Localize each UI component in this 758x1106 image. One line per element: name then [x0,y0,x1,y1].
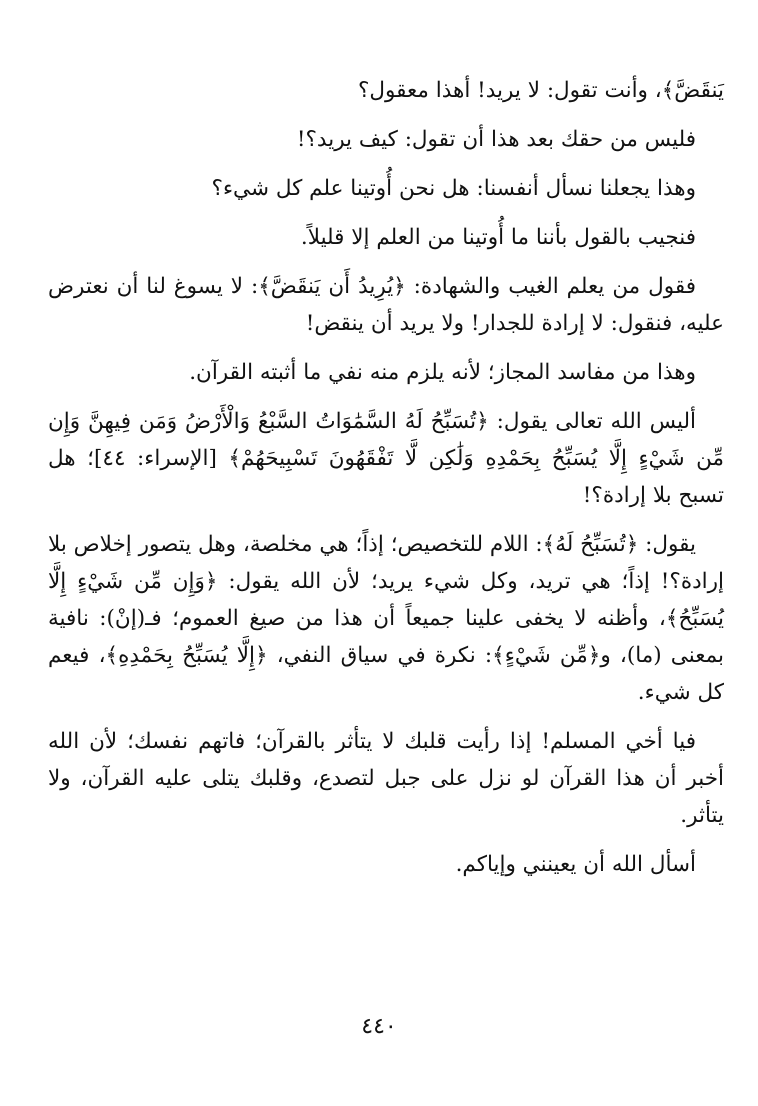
page-body [48,72,724,895]
paragraph-3: وهذا يجعلنا نسأل أنفسنا: هل نحن أُوتينا علم كل شيء؟ [211,176,696,201]
paragraph-4: فنجيب بالقول بأننا ما أُوتينا من العلم إلا قليلاً. [300,225,696,250]
paragraph-7: أليس الله تعالى يقول: ﴿تُسَبِّحُ لَهُ السَّمَٰوَاتُ السَّبْعُ وَالْأَرْضُ وَمَن فِيهِنَّ وَإِن مِّن شَيْءٍ إِلَّا يُسَبِّحُ بِحَمْدِهِ وَلَٰكِن لَّا تَفْقَهُونَ تَسْبِيحَهُمْ﴾ [الإسراء: ٤٤]؛ هل تسبح بلا إرادة؟! [48,409,725,508]
paragraph-1: يَنقَضَّ﴾، وأنت تقول: لا يريد! أهذا معقول؟ [357,78,724,103]
paragraph-10: أسأل الله أن يعينني وإياكم. [455,852,696,877]
paragraph-8: يقول: ﴿تُسَبِّحُ لَهُ﴾: اللام للتخصيص؛ إذاً؛ هي مخلصة، وهل يتصور إخلاص بلا إرادة؟! إذاً؛ هي تريد، وكل شيء يريد؛ لأن الله يقول: ﴿وَإِن مِّن شَيْءٍ إِلَّا يُسَبِّحُ﴾، وأظنه لا يخفى علينا جميعاً أن هذا من صيغ العموم؛ فـ(إنْ): نافية بمعنى (ما)، و﴿مِّن شَيْءٍ﴾: نكرة في سياق النفي، ﴿إِلَّا يُسَبِّحُ بِحَمْدِهِ﴾، فيعم كل شيء. [48,532,724,705]
paragraph-6: وهذا من مفاسد المجاز؛ لأنه يلزم منه نفي ما أثبته القرآن. [189,360,696,385]
paragraph-2: فليس من حقك بعد هذا أن تقول: كيف يريد؟! [296,127,696,152]
paragraph-9: فيا أخي المسلم! إذا رأيت قلبك لا يتأثر بالقرآن؛ فاتهم نفسك؛ لأن الله أخبر أن هذا القرآن لو نزل على جبل لتصدع، وقلبك يتلى عليه القرآن، ولا يتأثر. [48,729,724,828]
paragraph-5: فقول من يعلم الغيب والشهادة: ﴿يُرِيدُ أَن يَنقَضَّ﴾: لا يسوغ لنا أن نعترض عليه، فنقول: لا إرادة للجدار! ولا يريد أن ينقض! [48,274,724,336]
page-number: ٤٤٠ [361,1014,397,1039]
